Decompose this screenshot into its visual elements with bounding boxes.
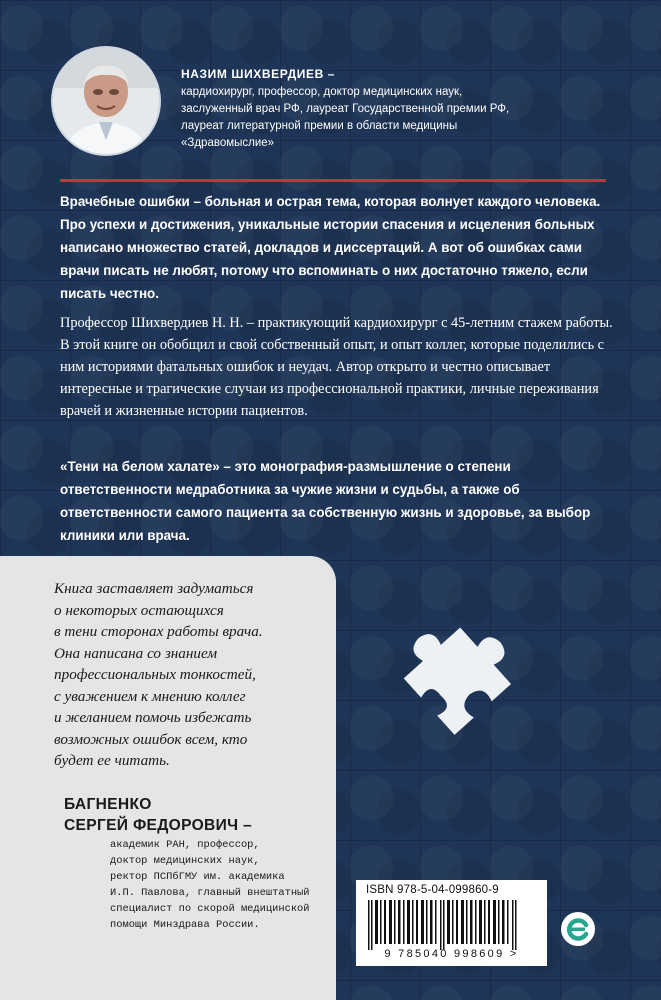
author-bio-line: заслуженный врач РФ, лауреат Государственной премии РФ, bbox=[181, 103, 510, 115]
author-bio-line: лауреат литературной премии в области медицины bbox=[181, 120, 458, 132]
lead-paragraph: Врачебные ошибки – больная и острая тема, которая волнует каждого человека. Про успехи и достижения, уникальные истории спасения и исцеления больных написано множество статей, докладов и диссертаций. А вот об ошибках сами врачи писать не любят, потому что вспоминать о них достаточно тяжело, если писать честно. bbox=[60, 194, 601, 301]
isbn-label: ISBN 978-5-04-099860-9 bbox=[366, 884, 499, 896]
accent-divider bbox=[60, 179, 606, 182]
body-paragraph: Профессор Шихвердиев Н. Н. – практикующий кардиохирург с 45-летним стажем работы. В этой книге он обобщил и свой собственный опыт, и опыт коллег, которые поделились с ним историями фатальных ошибок и неудач. Автор открыто и честно описывает интересные и трагические случаи из профессиональной практики, личные переживания врачей и жизненные истории пациентов. bbox=[60, 315, 613, 419]
monograph-paragraph: «Тени на белом халате» – это монография-размышление о степени ответственности медработника за чужие жизни и судьбы, а также об ответственности самого пациента за собственную жизнь и здоровье, за выбор клиники или врача. bbox=[60, 459, 591, 543]
barcode-digits: 9 785040 998609 > bbox=[384, 948, 519, 960]
author-block bbox=[181, 66, 621, 152]
puzzle-piece-icon bbox=[380, 598, 520, 748]
reviewer-description: академик РАН, профессор, доктор медицинских наук, ректор ПСПбГМУ им. академика И.П. Павлова, главный внештатный специалист по скорой медицинской помощи Минздрава России. bbox=[110, 839, 310, 931]
review-quote: Книга заставляет задуматься о некоторых остающихся в тени сторонах работы врача. Она написана со знанием профессиональных тонкостей, с уважением к мнению коллег и желанием помочь избежать возможных ошибок всем, кто будет ее читать. bbox=[54, 580, 263, 769]
author-name: НАЗИМ ШИХВЕРДИЕВ – bbox=[181, 67, 336, 81]
publisher-logo-icon bbox=[560, 911, 596, 947]
author-bio-line: «Здравомыслие» bbox=[181, 137, 275, 149]
author-portrait-icon bbox=[53, 48, 159, 154]
reviewer-name: БАГНЕНКО СЕРГЕЙ ФЕДОРОВИЧ – bbox=[64, 796, 252, 834]
author-photo bbox=[51, 46, 161, 156]
author-bio-line: кардиохирург, профессор, доктор медицинских наук, bbox=[181, 86, 463, 98]
